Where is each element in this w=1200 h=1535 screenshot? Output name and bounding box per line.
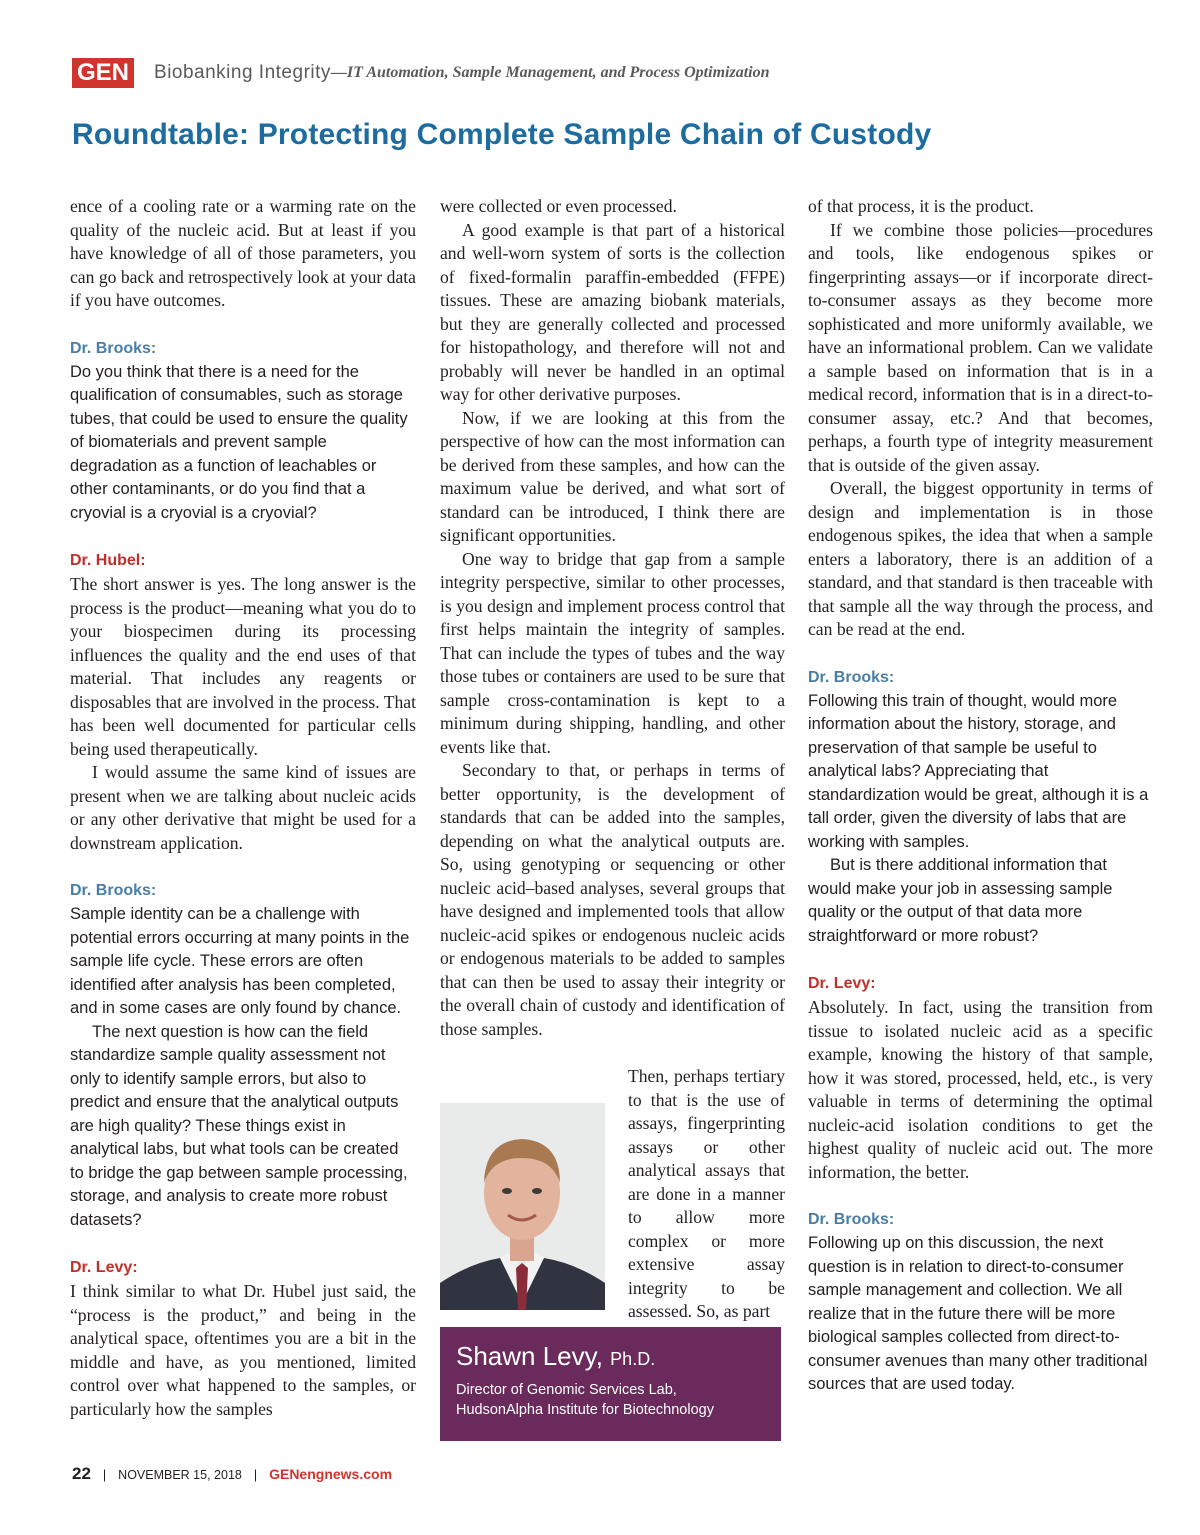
footer-separator: |	[102, 1468, 107, 1482]
gen-logo: GEN	[72, 58, 134, 88]
paragraph: were collected or even processed.	[440, 196, 677, 216]
paragraph: A good example is that part of a historical and well-worn system of sorts is the collection of fixed-formalin paraffin-embedded (FFPE) tissues. These are amazing biobank materials, but they are generally collected and processed for histopathology, and therefore will not and probably will never be handled in an optimal way for other derivative purposes.	[440, 219, 785, 404]
question-text: Following up on this discussion, the next question is in relation to direct-to-consumer sample management and collection. We all realize that in the future there will be more biological samples collected from direct-to-consumer avenues than many other traditional sources that are used today.	[808, 1234, 1148, 1393]
article-title: Roundtable: Protecting Complete Sample Chain of Custody	[72, 118, 932, 151]
caption-person: Shawn Levy,	[456, 1341, 603, 1371]
column-3	[808, 195, 1153, 1397]
portrait-illustration	[440, 1103, 605, 1310]
question-text: The next question is how can the field standardize sample quality assessment not only to identify sample errors, but also to predict and ensure that the analytical outputs are high quality? These things exist in analytical labs, but what tools can be created to bridge the gap between sample processing, storage, and analysis to create more robust datasets?	[70, 1022, 408, 1229]
speaker-label: Dr. Hubel:	[70, 552, 146, 569]
section-title: Biobanking Integrity	[154, 62, 331, 83]
page-footer	[72, 1464, 392, 1484]
paragraph: Now, if we are looking at this from the perspective of how can the most information can be derived from these samples, and how can the maximum value be derived, and what sort of standard can be introduced, I think there are significant opportunities.	[440, 407, 785, 545]
speaker-label: Dr. Levy:	[70, 1259, 138, 1276]
question-text: But is there additional information that would make your job in assessing sample quality or the output of that data more straightforward or more robust?	[808, 856, 1113, 945]
paragraph: of that process, it is the product.	[808, 196, 1034, 216]
section-subtitle: —IT Automation, Sample Management, and Process Optimization	[330, 64, 770, 81]
paragraph: One way to bridge that gap from a sample integrity perspective, similar to other processes, is you design and implement process control that first helps maintain the integrity of samples. That can include the types of tubes and the way those tubes or containers are used to be sure that sample cross-contamination is kept to a minimum during shipping, handling, and other events like that.	[440, 548, 785, 757]
issue-date: NOVEMBER 15, 2018	[118, 1468, 242, 1482]
question-text: Following this train of thought, would more information about the history, storage, and preservation of that sample be useful to analytical labs? Appreciating that standardization would be great, although it is a tall order, given the diversity of labs that are working with samples.	[808, 691, 1149, 851]
paragraph: The short answer is yes. The long answer is the process is the product—meaning what you do to your biospecimen during its processing influences the quality and the end uses of that material. That includes any reagents or disposables that are involved in the process. That has been well documented for particular cells being used therapeutically.	[70, 574, 416, 759]
caption-degree: Ph.D.	[610, 1349, 656, 1369]
page-header	[72, 55, 769, 91]
column-1	[70, 195, 416, 1421]
caption-role	[456, 1380, 765, 1420]
speaker-label: Dr. Brooks:	[70, 339, 157, 357]
paragraph: I think similar to what Dr. Hubel just said, the “process is the product,” and being in the analytical space, oftentimes you are a bit in the middle and have, as you mentioned, limited control over what happened to the samples, or particularly how the samples	[70, 1281, 416, 1419]
speaker-label: Dr. Brooks:	[808, 668, 895, 686]
speaker-label: Dr. Levy:	[808, 975, 876, 992]
column-2	[440, 195, 785, 1041]
page-number: 22	[72, 1464, 91, 1483]
caption-role-line: Director of Genomic Services Lab,	[456, 1382, 677, 1398]
portrait-photo	[440, 1103, 605, 1310]
paragraph: If we combine those policies—procedures and tools, like endogenous spikes or fingerprinting assays—or if incorporate direct-to-consumer assays as they become more sophisticated and more uniformly available, we have an informational problem. Can we validate a sample based on information that is in a medical record, information that is in a direct-to-consumer assay, etc.? And that becomes, perhaps, a fourth type of integrity measurement that is outside of the given assay.	[808, 219, 1153, 475]
caption-role-line: HudsonAlpha Institute for Biotechnology	[456, 1402, 714, 1418]
caption-name	[456, 1341, 765, 1374]
paragraph: ence of a cooling rate or a warming rate on the quality of the nucleic acid. But at least if you have knowledge of all of those parameters, you can go back and retrospectively look at your data if you have outcomes.	[70, 196, 416, 310]
paragraph: Absolutely. In fact, using the transition from tissue to isolated nucleic acid as a specific example, knowing the history of that sample, how it was stored, processed, held, etc., is very valuable in terms of determining the optimal nucleic-acid isolation conditions to get the highest quality of nucleic acid out. The more information, the better.	[808, 997, 1153, 1182]
speaker-label: Dr. Brooks:	[808, 1211, 895, 1228]
footer-separator: |	[253, 1468, 258, 1482]
question-text: Do you think that there is a need for the qualification of consumables, such as storage tubes, that could be used to ensure the quality of biomaterials and prevent sample degradation as a function of leachables or other contaminants, or do you find that a cryovial is a cryovial is a cryovial?	[70, 362, 408, 522]
paragraph: Secondary to that, or perhaps in terms of better opportunity, is the development of standards that can be added into the samples, depending on what the analytical outputs are. So, using genotyping or sequencing or other nucleic acid–based analyses, several groups that have designed and implemented tools that allow nucleic-acid spikes or endogenous nucleic acids or endogenous materials to be added to samples that can then be used to assay their integrity or the overall chain of custody and identification of those samples.	[440, 760, 785, 1039]
website-link[interactable]: GENengnews.com	[269, 1466, 393, 1482]
paragraph: Overall, the biggest opportunity in terms of design and implementation is in those endogenous spikes, the idea that when a sample enters a laboratory, there is an addition of a standard, and that standard is then traceable with that sample all the way through the process, and can be read at the end.	[808, 478, 1153, 639]
photo-caption	[440, 1327, 781, 1441]
question-text: Sample identity can be a challenge with potential errors occurring at many points in the sample life cycle. These errors are often identified after analysis has been completed, and in some cases are only found by chance.	[70, 905, 410, 1017]
paragraph: Then, perhaps tertiary to that is the use of assays, fingerprinting assays or other analytical assays that are done in a manner to allow more complex or more extensive assay integrity to be assessed. So, as part	[628, 1066, 785, 1321]
paragraph: I would assume the same kind of issues are present when we are talking about nucleic acids or any other derivative that might be used for a downstream application.	[70, 762, 416, 853]
speaker-label: Dr. Brooks:	[70, 882, 157, 899]
